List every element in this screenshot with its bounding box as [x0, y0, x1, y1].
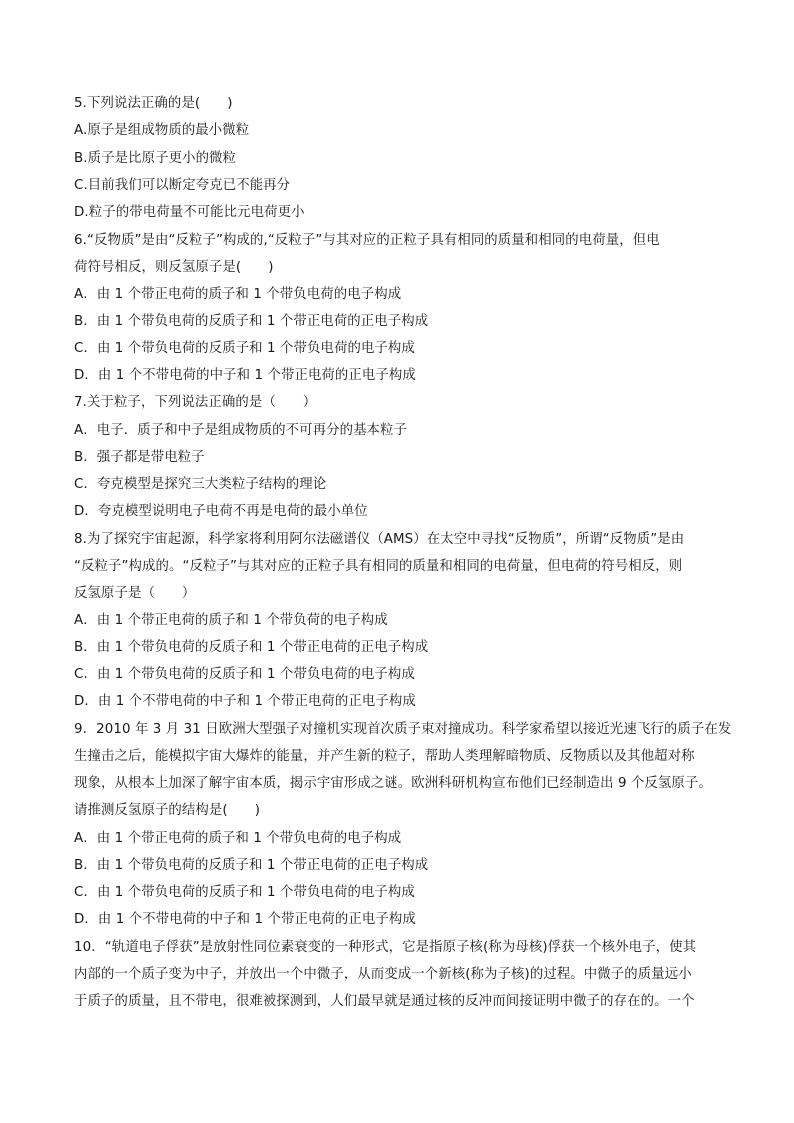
text-line: C．由 1 个带负电荷的反质子和 1 个带负电荷的电子构成	[74, 667, 415, 682]
text-line: 生撞击之后，能模拟宇宙大爆炸的能量，并产生新的粒子，帮助人类理解暗物质、反物质以及其他超对称	[74, 749, 695, 764]
text-line: A.原子是组成物质的最小微粒	[74, 123, 250, 138]
text-line: A．由 1 个带正电荷的质子和 1 个带负电荷的电子构成	[74, 287, 402, 302]
text-line: “反粒子”构成的。“反粒子”与其对应的正粒子具有相同的质量和相同的电荷量，但电荷的符号相反，则	[74, 559, 683, 574]
text-line: C．夸克模型是探究三大类粒子结构的理论	[74, 477, 327, 492]
text-line: A．由 1 个带正电荷的质子和 1 个带负电荷的电子构成	[74, 831, 402, 846]
text-line: 于质子的质量，且不带电，很难被探测到，人们最早就是通过核的反冲而间接证明中微子的存在的。一个	[74, 994, 695, 1009]
text-line: 内部的一个质子变为中子，并放出一个中微子，从而变成一个新核(称为子核)的过程。中微子的质量远小	[74, 967, 692, 982]
text-line: C．由 1 个带负电荷的反质子和 1 个带负电荷的电子构成	[74, 885, 415, 900]
text-line: B．由 1 个带负电荷的反质子和 1 个带正电荷的正电子构成	[74, 858, 429, 873]
text-line: A．电子．质子和中子是组成物质的不可再分的基本粒子	[74, 423, 408, 438]
text-line: D．由 1 个不带电荷的中子和 1 个带正电荷的正电子构成	[74, 368, 416, 383]
text-line: C．由 1 个带负电荷的反质子和 1 个带负电荷的电子构成	[74, 341, 415, 356]
text-line: 请推测反氢原子的结构是( )	[74, 803, 261, 818]
text-line: D．夸克模型说明电子电荷不再是电荷的最小单位	[74, 504, 368, 519]
text-line: 8.为了探究宇宙起源，科学家将利用阿尔法磁谱仪（AMS）在太空中寻找“反物质”，所谓“反物质”是由	[74, 532, 685, 547]
text-line: A．由 1 个带正电荷的质子和 1 个带负荷的电子构成	[74, 613, 388, 628]
text-line: 10．“轨道电子俘获”是放射性同位素衰变的一种形式，它是指原子核(称为母核)俘获一个核外电子，使其	[74, 940, 697, 955]
text-line: B．由 1 个带负电荷的反质子和 1 个带正电荷的正电子构成	[74, 640, 429, 655]
text-line: B．由 1 个带负电荷的反质子和 1 个带正电荷的正电子构成	[74, 314, 429, 329]
text-line: 6.“反物质”是由“反粒子”构成的,“反粒子”与其对应的正粒子具有相同的质量和相同的电荷量，但电	[74, 233, 660, 248]
text-line: D．由 1 个不带电荷的中子和 1 个带正电荷的正电子构成	[74, 912, 416, 927]
text-line: 9．2010 年 3 月 31 日欧洲大型强子对撞机实现首次质子束对撞成功。科学家希望以接近光速飞行的质子在发	[74, 722, 732, 737]
text-line: 现象，从根本上加深了解宇宙本质，揭示宇宙形成之谜。欧洲科研机构宣布他们已经制造出 9 个反氢原子。	[74, 776, 712, 791]
text-line: 7.关于粒子，下列说法正确的是（ ）	[74, 395, 317, 410]
text-line: 荷符号相反，则反氢原子是( )	[74, 260, 274, 275]
text-line: B．强子都是带电粒子	[74, 450, 205, 465]
text-line: 5.下列说法正确的是( )	[74, 96, 233, 111]
text-line: C.目前我们可以断定夸克已不能再分	[74, 178, 291, 193]
text-line: B.质子是比原子更小的微粒	[74, 151, 237, 166]
text-line: D．由 1 个不带电荷的中子和 1 个带正电荷的正电子构成	[74, 694, 416, 709]
text-line: 反氢原子是（ ）	[74, 586, 196, 601]
text-line: D.粒子的带电荷量不可能比元电荷更小	[74, 205, 305, 220]
